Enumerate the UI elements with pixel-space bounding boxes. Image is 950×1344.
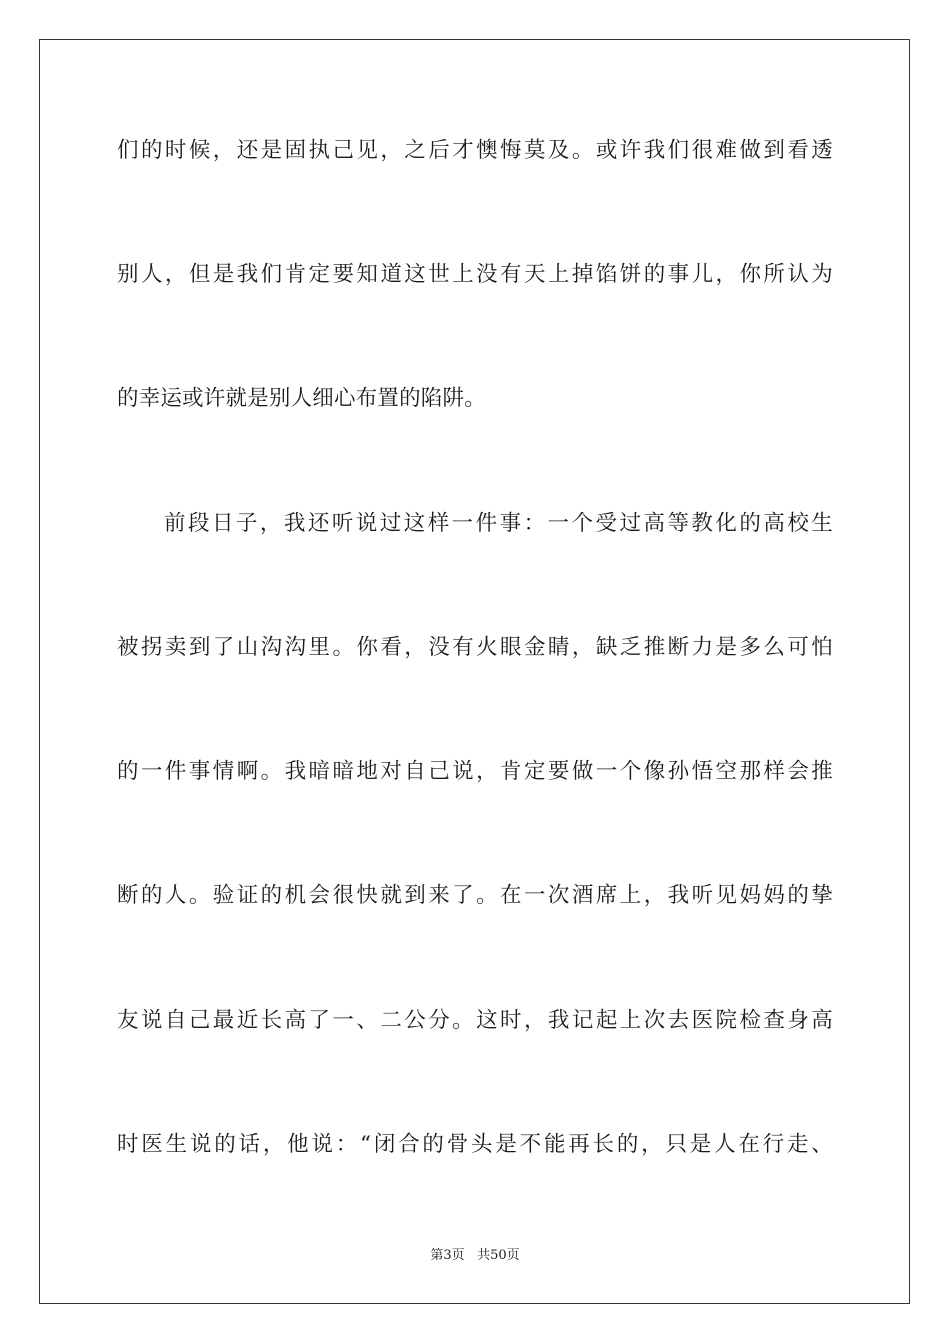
paragraph-line-5: 被拐卖到了山沟沟里。你看，没有火眼金睛，缺乏推断力是多么可怕 <box>117 635 833 660</box>
paragraph-line-6: 的一件事情啊。我暗暗地对自己说，肯定要做一个像孙悟空那样会推 <box>117 759 833 784</box>
paragraph-line-8: 友说自己最近长高了一、二公分。这时，我记起上次去医院检查身高 <box>117 1008 833 1033</box>
paragraph-line-2: 别人，但是我们肯定要知道这世上没有天上掉馅饼的事儿，你所认为 <box>117 262 833 287</box>
paragraph-line-9: 时医生说的话，他说：“闭合的骨头是不能再长的，只是人在行走、 <box>117 1132 833 1157</box>
paragraph-line-7: 断的人。验证的机会很快就到来了。在一次酒席上，我听见妈妈的挚 <box>117 883 833 908</box>
page-footer <box>0 1247 950 1265</box>
paragraph-line-3: 的幸运或许就是别人细心布置的陷阱。 <box>117 386 486 411</box>
page-number: 第3页 <box>430 1248 465 1263</box>
paragraph-line-1: 们的时候，还是固执己见，之后才懊悔莫及。或许我们很难做到看透 <box>117 138 833 163</box>
page-border <box>39 39 910 1304</box>
paragraph-line-4: 前段日子，我还听说过这样一件事：一个受过高等教化的高校生 <box>164 511 833 536</box>
page-total: 共50页 <box>477 1248 520 1263</box>
